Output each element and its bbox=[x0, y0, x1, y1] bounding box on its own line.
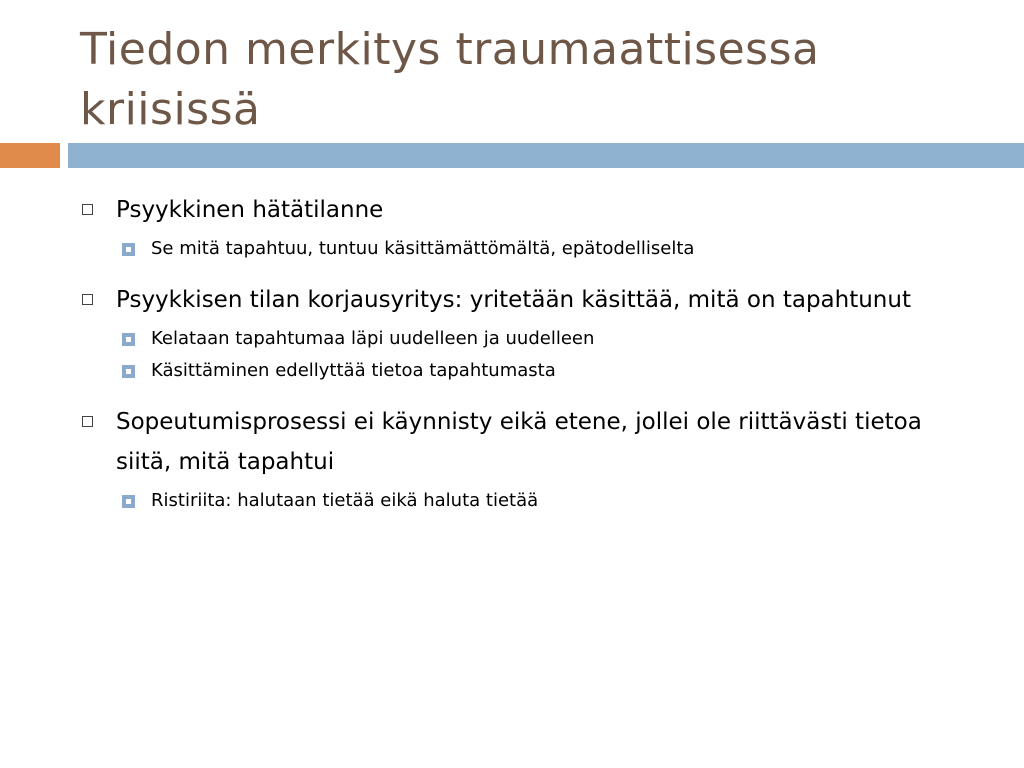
bullet-item bbox=[78, 280, 978, 320]
slide-title: Tiedon merkitys traumaattisessa kriisissä bbox=[80, 24, 820, 135]
bullet-text: Sopeutumisprosessi ei käynnisty eikä etene, jollei ole riittävästi tietoa siitä, mitä tapahtui bbox=[116, 409, 922, 475]
square-bullet-icon bbox=[122, 243, 135, 256]
title-underline-bar bbox=[68, 143, 1024, 168]
bullet-text: Psyykkisen tilan korjausyritys: yritetään käsittää, mitä on tapahtunut bbox=[116, 287, 911, 313]
sub-bullet-text: Se mitä tapahtuu, tuntuu käsittämättömältä, epätodelliselta bbox=[151, 238, 695, 259]
sub-bullet-text: Ristiriita: halutaan tietää eikä haluta tietää bbox=[151, 490, 539, 511]
bullet-list bbox=[78, 190, 978, 532]
sub-bullet-item bbox=[78, 356, 978, 386]
hollow-square-bullet-icon bbox=[82, 294, 93, 305]
square-bullet-icon bbox=[122, 333, 135, 346]
sub-bullet-item bbox=[78, 234, 978, 264]
square-bullet-icon bbox=[122, 495, 135, 508]
sub-bullet-item bbox=[78, 486, 978, 516]
bullet-text: Psyykkinen hätätilanne bbox=[116, 197, 384, 223]
bullet-item bbox=[78, 190, 978, 230]
bullet-item bbox=[78, 402, 978, 482]
sub-bullet-item bbox=[78, 324, 978, 354]
hollow-square-bullet-icon bbox=[82, 416, 93, 427]
sub-bullet-text: Kelataan tapahtumaa läpi uudelleen ja uudelleen bbox=[151, 328, 595, 349]
hollow-square-bullet-icon bbox=[82, 204, 93, 215]
square-bullet-icon bbox=[122, 365, 135, 378]
sub-bullet-text: Käsittäminen edellyttää tietoa tapahtumasta bbox=[151, 360, 556, 381]
accent-bar bbox=[0, 143, 60, 168]
